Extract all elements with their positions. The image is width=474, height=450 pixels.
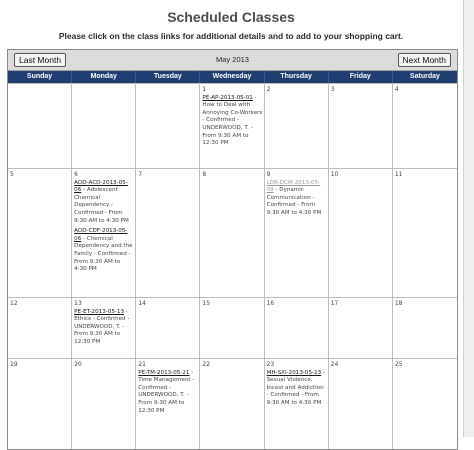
calendar-day-cell bbox=[72, 298, 136, 358]
calendar-day-cell bbox=[329, 359, 393, 449]
calendar-day-cell bbox=[393, 169, 457, 297]
calendar-week-row bbox=[8, 83, 457, 168]
class-link[interactable]: PE-AP-2013-05-01 bbox=[202, 94, 253, 101]
calendar-day-cell bbox=[136, 84, 200, 168]
day-number: 22 bbox=[202, 361, 211, 368]
day-number: 21 bbox=[138, 361, 146, 368]
calendar-day-cell bbox=[329, 169, 393, 297]
page-subtitle: Please click on the class links for additional details and to add to your shopping cart. bbox=[58, 31, 404, 41]
class-link[interactable]: LDR-DCM-2013-05-09 bbox=[266, 179, 321, 194]
calendar-day-cell bbox=[72, 359, 136, 449]
day-number: 6 bbox=[74, 171, 78, 178]
day-number: 25 bbox=[394, 361, 403, 368]
day-number: 19 bbox=[10, 361, 18, 368]
calendar-day-cell bbox=[393, 298, 457, 358]
calendar-day-cell bbox=[265, 298, 329, 358]
class-description: - Dynamic Communication - Confirmed - From 9:30 AM to 4:30 PM bbox=[266, 187, 322, 216]
weekday-sunday: Sunday bbox=[8, 71, 72, 83]
day-number: 16 bbox=[266, 300, 275, 307]
page-title: Scheduled Classes bbox=[167, 9, 295, 25]
class-description: - Ethics - Confirmed - UNDERWOOD, T. - From 9:30 AM to 12:30 PM bbox=[74, 308, 130, 345]
class-link[interactable]: PE-ET-2013-05-13 bbox=[74, 308, 125, 315]
calendar-day-cell bbox=[200, 84, 264, 168]
day-number: 17 bbox=[330, 300, 339, 307]
day-number: 9 bbox=[266, 171, 271, 178]
calendar-day-cell bbox=[136, 359, 200, 449]
class-event bbox=[74, 180, 134, 226]
class-event bbox=[74, 228, 134, 274]
calendar-nav bbox=[8, 50, 457, 71]
day-number: 24 bbox=[330, 361, 339, 368]
weekday-wednesday: Wednesday bbox=[200, 71, 264, 83]
calendar-week-row bbox=[8, 297, 457, 358]
day-number: 12 bbox=[10, 300, 18, 307]
weekday-monday: Monday bbox=[72, 71, 136, 83]
class-event bbox=[138, 370, 198, 416]
class-event bbox=[74, 309, 134, 347]
calendar-day-cell bbox=[393, 359, 457, 449]
day-number: 5 bbox=[10, 171, 14, 178]
day-number: 1 bbox=[202, 86, 207, 93]
calendar-day-cell bbox=[72, 169, 136, 297]
calendar-grid bbox=[8, 83, 457, 449]
class-link[interactable]: PE-TM-2013-05-21 bbox=[138, 369, 190, 376]
day-number: 23 bbox=[266, 361, 275, 368]
day-number: 15 bbox=[202, 300, 211, 307]
calendar-day-cell bbox=[8, 169, 72, 297]
calendar-day-cell bbox=[72, 84, 136, 168]
day-number: 14 bbox=[138, 300, 146, 307]
calendar-week-row bbox=[8, 358, 457, 449]
class-event bbox=[267, 180, 327, 218]
weekday-saturday: Saturday bbox=[409, 73, 440, 80]
weekday-friday: Friday bbox=[329, 71, 393, 83]
day-number: 2 bbox=[266, 86, 271, 93]
weekday-thursday: Thursday bbox=[265, 71, 329, 83]
day-number: 10 bbox=[330, 171, 339, 178]
next-month-button[interactable]: Next Month bbox=[398, 53, 451, 67]
day-number: 18 bbox=[394, 300, 403, 307]
class-event bbox=[202, 95, 262, 148]
calendar-day-cell bbox=[8, 359, 72, 449]
class-link[interactable]: AOD-ACD-2013-05-06 bbox=[74, 179, 128, 194]
calendar-day-cell bbox=[200, 298, 264, 358]
calendar-day-cell bbox=[200, 359, 264, 449]
class-event bbox=[267, 370, 327, 408]
calendar-day-cell bbox=[8, 298, 72, 358]
month-label: May 2013 bbox=[216, 55, 249, 64]
class-description: - Chemical Dependency and the Family - Confirmed - From 9:30 AM to 4:30 PM bbox=[74, 235, 133, 273]
day-number: 3 bbox=[330, 86, 335, 93]
calendar-day-cell bbox=[136, 298, 200, 358]
last-month-button[interactable]: Last Month bbox=[14, 53, 66, 67]
calendar-day-cell bbox=[265, 84, 329, 168]
calendar-week-row bbox=[8, 168, 457, 297]
class-description: - Sexual Violence, Incest and Addiction - Confirmed - From 9:30 AM to 4:30 PM bbox=[266, 369, 325, 406]
day-number: 11 bbox=[394, 171, 403, 178]
calendar-day-cell bbox=[136, 169, 200, 297]
calendar-day-cell bbox=[265, 169, 329, 297]
class-link[interactable]: MH-SXI-2013-05-23 bbox=[266, 369, 322, 376]
page-scrollbar[interactable] bbox=[463, 0, 474, 437]
calendar-day-cell bbox=[329, 298, 393, 358]
day-number: 13 bbox=[74, 300, 82, 307]
calendar-day-cell bbox=[8, 84, 72, 168]
class-description: - How to Deal with Annoying Co-Workers - Confirmed - UNDERWOOD, T. - From 9:30 AM to 12:30 PM bbox=[202, 94, 263, 147]
day-number: 4 bbox=[394, 86, 399, 93]
day-number: 7 bbox=[138, 171, 143, 178]
class-description: - Adolescent Chemical Dependency - Confirmed - From 9:30 AM to 4:30 PM bbox=[74, 187, 129, 224]
day-number: 20 bbox=[74, 361, 82, 368]
calendar-day-cell bbox=[393, 84, 457, 168]
day-number: 8 bbox=[202, 171, 207, 178]
calendar bbox=[7, 49, 458, 450]
class-description: - Time Management - Confirmed - UNDERWOOD, T. - From 9:30 AM to 12:30 PM bbox=[138, 369, 195, 414]
calendar-day-cell bbox=[329, 84, 393, 168]
weekday-tuesday: Tuesday bbox=[136, 71, 200, 83]
weekday-header bbox=[8, 71, 457, 83]
calendar-day-cell bbox=[265, 359, 329, 449]
calendar-day-cell bbox=[200, 169, 264, 297]
class-link[interactable]: AOD-CDF-2013-05-06 bbox=[74, 228, 128, 242]
